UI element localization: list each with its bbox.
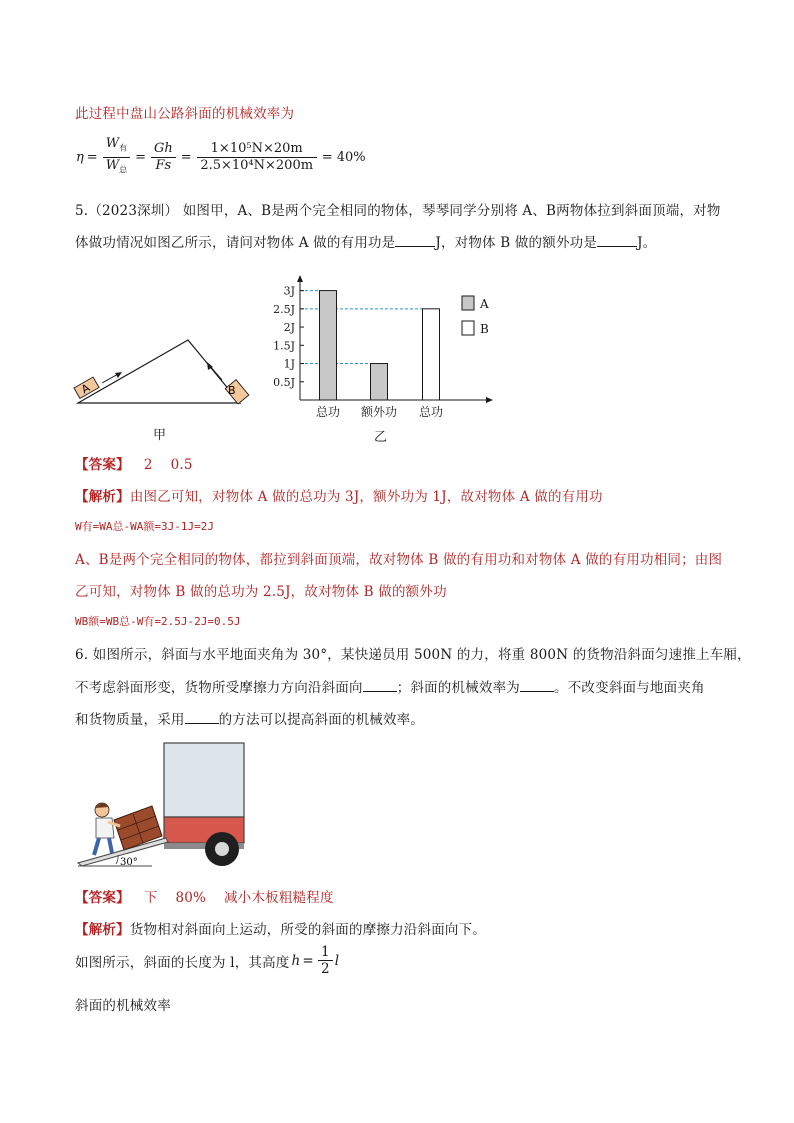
q5-analysis-line-1 — [75, 485, 603, 505]
y-tick-label: 3J — [283, 284, 295, 298]
fs-term: Fs — [155, 157, 172, 173]
incline-triangle — [78, 340, 240, 403]
chart-y-ticks — [273, 285, 304, 389]
figure-yi-caption: 乙 — [374, 430, 388, 445]
q5-analysis-line-2: A、B是两个完全相同的物体，都拉到斜面顶端，故对物体 B 做的有用功和对物体 A 做的有用功相同；由图 — [75, 552, 723, 568]
chart-legend — [462, 296, 489, 336]
q6-blank-1 — [363, 679, 397, 692]
block-b-label: B — [228, 384, 236, 397]
q5-equation-1: W有=WA总-WA额=3J-1J=2J — [75, 520, 214, 533]
q6-analysis-last: 斜面的机械效率 — [75, 998, 171, 1014]
q5-analysis-line-3: 乙可知，对物体 B 做的总功为 2.5J，故对物体 B 做的额外功 — [75, 584, 447, 600]
half-fraction — [318, 944, 333, 977]
q5-line-2a: 体做功情况如图乙所示，请问对物体 A 做的有用功是 — [75, 235, 396, 251]
q5-answer-line — [75, 453, 193, 473]
q6-length-line — [75, 944, 339, 977]
delivery-person — [94, 803, 120, 855]
intro-line: 此过程中盘山公路斜面的机械效率为 — [75, 106, 295, 122]
truck-wheel-hub — [215, 842, 229, 856]
q6-line-1: 6. 如图所示，斜面与水平地面夹角为 30°，某快递员用 500N 的力，将重 800N 的货物沿斜面匀速推上车厢， — [75, 647, 751, 663]
legend-swatch-a — [462, 296, 474, 310]
angle-label: 30° — [120, 857, 138, 868]
x-category-label: 额外功 — [360, 405, 398, 419]
half-numerator: 1 — [318, 944, 333, 961]
incline-figure — [70, 330, 260, 412]
equals-sign-2: = — [135, 149, 146, 165]
y-tick-label: 2.5J — [273, 302, 295, 316]
equals-sign: = — [86, 149, 98, 165]
q5-answer: 2 0.5 — [143, 457, 193, 473]
q5-line-2b: J，对物体 B 做的额外功是 — [435, 235, 598, 251]
q6-line-2 — [75, 676, 705, 696]
q5-blank-1 — [395, 234, 435, 247]
half-denominator: 2 — [320, 961, 330, 977]
bar-a — [320, 291, 337, 400]
h-variable: h — [291, 952, 301, 969]
y-tick-label: 1J — [283, 357, 295, 371]
y-tick-label: 2J — [283, 321, 295, 335]
q5-equation-2: WB额=WB总-W有=2.5J-2J=0.5J — [75, 615, 241, 628]
efficiency-result: = 40% — [321, 149, 366, 165]
q6-line-3b: 的方法可以提高斜面的机械效率。 — [218, 712, 425, 728]
truck-ramp-illustration — [76, 740, 248, 872]
q6-line-2b: ；斜面的机械效率为 — [396, 680, 521, 696]
y-tick-label: 1.5J — [273, 339, 295, 353]
w-total: W — [105, 157, 120, 173]
q6-line-3 — [75, 708, 424, 728]
q5-answer-tag: 【答案】 — [75, 457, 130, 473]
chart-bars — [320, 291, 440, 400]
block-a-label: A — [79, 381, 93, 397]
q6-line-2c: 。不改变斜面与地面夹角 — [554, 680, 705, 696]
legend-label-b: B — [480, 322, 489, 336]
q6-answer: 下 80% 减小木板粗糙程度 — [143, 890, 334, 906]
q5-blank-2 — [597, 234, 637, 247]
q6-answer-line — [75, 886, 334, 906]
gh-term: Gh — [151, 141, 176, 158]
chart-reference-lines — [300, 291, 423, 364]
work-bar-chart — [258, 274, 508, 424]
q6-analysis-tag: 【解析】 — [75, 922, 130, 938]
l-variable: l — [334, 952, 340, 969]
x-category-label: 总功 — [315, 405, 341, 419]
denominator-expression: 2.5×10⁴N×200m — [200, 157, 314, 173]
q6-blank-3 — [185, 711, 219, 724]
q5-line-2c: J。 — [637, 235, 657, 251]
figure-jia-caption: 甲 — [153, 428, 167, 443]
q6-line-3a: 和货物质量，采用 — [75, 712, 185, 728]
q6-analysis-line-1 — [75, 918, 486, 938]
block-a — [74, 377, 100, 399]
q6-blank-2 — [520, 679, 554, 692]
legend-label-a: A — [480, 297, 489, 311]
h-equals: = — [302, 952, 314, 969]
y-tick-label: 0.5J — [273, 375, 295, 389]
w-useful: W — [105, 136, 120, 151]
w-total-sub: 总 — [119, 165, 128, 175]
q5-analysis-tag: 【解析】 — [75, 489, 130, 505]
q5-line-2 — [75, 231, 656, 251]
legend-swatch-b — [462, 321, 474, 335]
eta-symbol: η — [76, 149, 84, 165]
gh-fs-fraction — [151, 141, 176, 174]
w-fraction — [103, 136, 130, 178]
q6-line-2a: 不考虑斜面形变，货物所受摩擦力方向沿斜面向 — [75, 680, 363, 696]
bar-b — [423, 309, 440, 400]
x-axis-arrow — [486, 397, 493, 403]
numerator-expression: 1×10⁵N×20m — [197, 141, 317, 158]
numeric-fraction — [197, 141, 317, 174]
q5-line-1: 5.（2023深圳） 如图甲，A、B是两个完全相同的物体，琴琴同学分别将 A、B两物体拉到斜面顶端，对物 — [75, 203, 721, 219]
w-useful-sub: 有 — [119, 143, 128, 153]
bar-a — [371, 364, 388, 400]
x-category-label: 总功 — [418, 405, 444, 419]
q5-analysis-1: 由图乙可知，对物体 A 做的总功为 3J，额外功为 1J，故对物体 A 做的有用功 — [129, 489, 603, 505]
q6-analysis-1: 货物相对斜面向上运动，所受的斜面的摩擦力沿斜面向下。 — [129, 922, 487, 938]
equals-sign-3: = — [180, 149, 192, 165]
q6-length-text: 如图所示，斜面的长度为 l，其高度 — [75, 954, 290, 971]
chart-x-categories — [316, 404, 443, 419]
truck-cargo-box — [164, 743, 244, 817]
q6-answer-tag: 【答案】 — [75, 890, 130, 906]
y-axis-arrow — [297, 275, 303, 282]
efficiency-formula — [76, 136, 366, 178]
